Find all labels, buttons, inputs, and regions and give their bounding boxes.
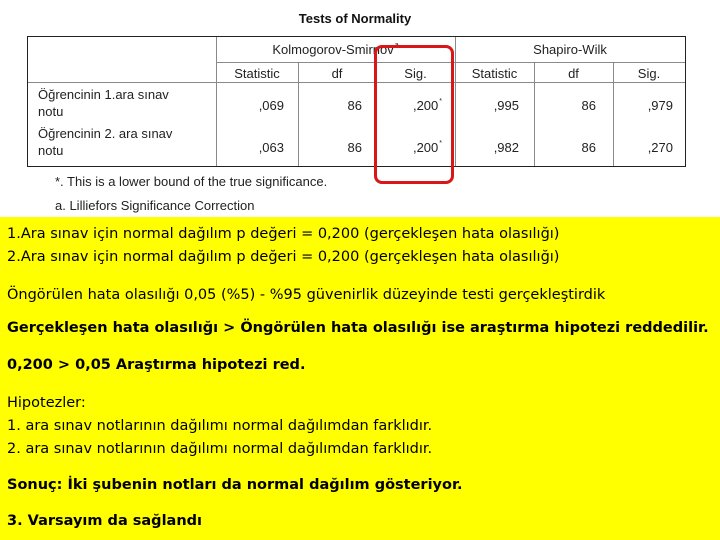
footnote-marker: * [439,98,442,105]
note-line: 2.Ara sınav için normal dağılım p değeri = 0,200 (gerçekleşen hata olasılığı) [7,249,560,265]
cell-ks-sig-value: ,200 [412,140,439,155]
row-label [38,125,172,159]
column-header-ks-df: df [331,66,343,81]
cell-ks-statistic: ,069 [258,98,284,113]
note-line: 2. ara sınav notlarının dağılımı normal dağılımdan farklıdır. [7,441,433,457]
row-label-line: Öğrencinin 1.ara sınav [38,87,169,102]
note-line: Öngörülen hata olasılığı 0,05 (%5) - %95 güvenirlik düzeyinde testi gerçekleştirdik [7,287,606,303]
normality-table [27,36,686,167]
cell-sw-sig: ,270 [647,140,673,155]
cell-sw-df: 86 [581,140,596,155]
note-line: 1.Ara sınav için normal dağılım p değeri = 0,200 (gerçekleşen hata olasılığı) [7,226,560,242]
note-line: Hipotezler: [7,395,86,411]
note-line: 0,200 > 0,05 Araştırma hipotezi red. [7,357,306,373]
cell-sw-sig: ,979 [647,98,673,113]
note-line: 3. Varsayım da sağlandı [7,513,202,529]
column-header-sw-sig: Sig. [637,66,661,81]
note-line: Sonuç: İki şubenin notları da normal dağılım gösteriyor. [7,477,463,493]
cell-ks-statistic: ,063 [258,140,284,155]
note-line: 1. ara sınav notlarının dağılımı normal dağılımdan farklıdır. [7,418,433,434]
row-label-line: Öğrencinin 2. ara sınav [38,126,173,141]
cell-ks-df: 86 [347,98,362,113]
footnote-lilliefors: a. Lilliefors Significance Correction [55,198,255,213]
footnote-marker: a [394,42,399,49]
notes-panel [0,217,720,540]
column-header-ks-statistic: Statistic [234,66,280,81]
row-label-line: notu [38,104,64,119]
footnote-lower-bound: *. This is a lower bound of the true significance. [55,174,328,189]
sig-highlight-box [374,45,454,184]
cell-sw-df: 86 [581,98,596,113]
cell-sw-statistic: ,995 [493,98,519,113]
column-header-sw-statistic: Statistic [471,66,518,81]
column-header-sw-df: df [568,66,579,81]
column-header-ks-sig: Sig. [404,66,427,81]
note-line: Gerçekleşen hata olasılığı > Öngörülen hata olasılığı ise araştırma hipotezi reddedilir. [7,320,709,336]
footnote-marker: * [439,140,442,147]
cell-ks-df: 86 [347,140,362,155]
group-header-sw: Shapiro-Wilk [533,42,607,57]
group-header-ks-label: Kolmogorov-Smirnov [272,42,394,57]
cell-ks-sig-value: ,200 [412,98,439,113]
row-label [38,86,169,120]
divider [28,82,685,83]
cell-sw-statistic: ,982 [493,140,519,155]
table-title: Tests of Normality [298,11,412,26]
row-label-line: notu [38,143,64,158]
